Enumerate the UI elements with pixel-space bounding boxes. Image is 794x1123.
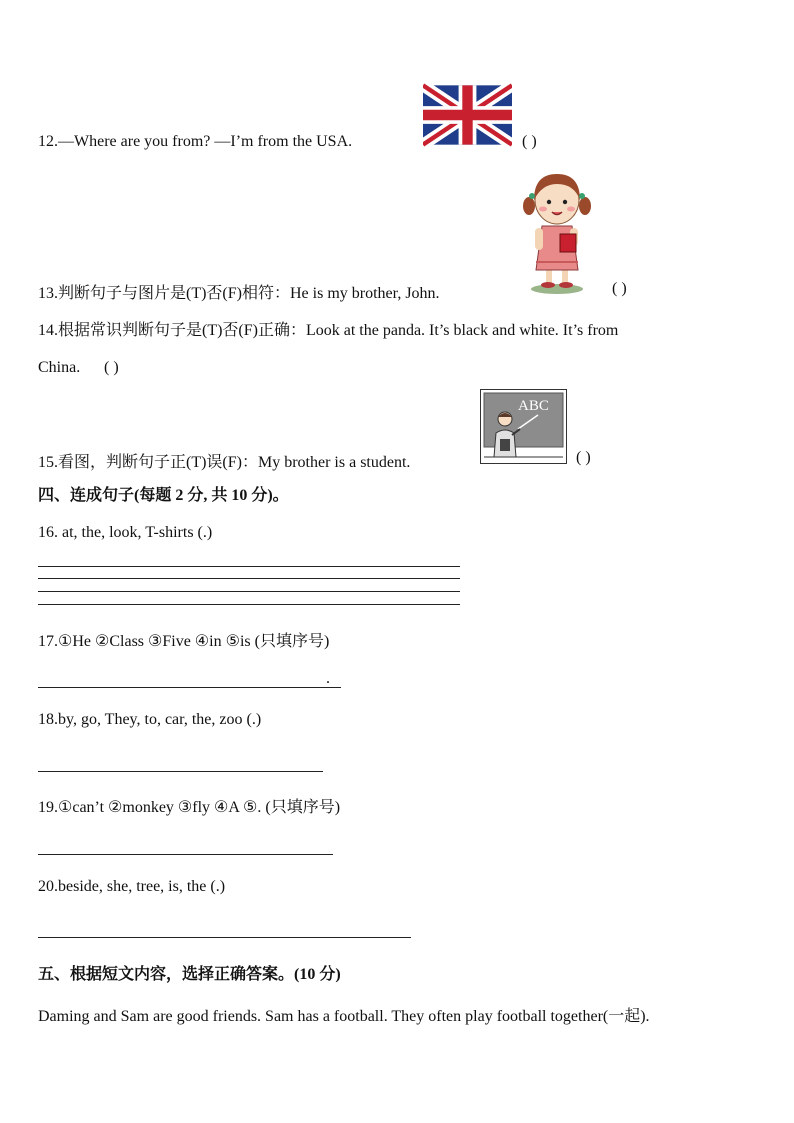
answer-line-16a[interactable]: [38, 566, 460, 567]
answer-line-16b[interactable]: [38, 578, 460, 579]
teacher-at-blackboard-image: [480, 389, 567, 464]
answer-line-20[interactable]: [38, 937, 411, 938]
question-20-text: 20.beside, she, tree, is, the (.): [38, 878, 226, 895]
answer-line-19[interactable]: [38, 854, 333, 855]
question-18-text: 18.by, go, They, to, car, the, zoo (.): [38, 711, 262, 728]
section-5-heading: 五、根据短文内容，选择正确答案。(10 分): [38, 966, 341, 983]
question-19-text: 19.①can’t ②monkey ③fly ④A ⑤. (只填序号): [38, 799, 341, 816]
answer-parenthesis-13[interactable]: ( ): [612, 280, 627, 297]
section-4-heading: 四、连成句子(每题 2 分, 共 10 分)。: [38, 487, 289, 504]
question-14-text-line2: China.: [38, 359, 81, 376]
answer-parenthesis-12[interactable]: ( ): [522, 133, 537, 150]
question-14-text-line1: 14.根据常识判断句子是(T)否(F)正确：Look at the panda. It’s black and white. It’s from: [38, 322, 619, 339]
answer-line-16d[interactable]: [38, 604, 460, 605]
question-12-text: 12.—Where are you from? —I’m from the USA.: [38, 133, 353, 150]
question-13-text: 13.判断句子与图片是(T)否(F)相符：He is my brother, John.: [38, 285, 440, 302]
question-17-text: 17.①He ②Class ③Five ④in ⑤is (只填序号): [38, 633, 330, 650]
answer-parenthesis-15[interactable]: ( ): [576, 449, 591, 466]
answer-line-17[interactable]: [38, 687, 341, 688]
blackboard-abc-text: ABC: [518, 398, 549, 414]
answer-17-period: .: [326, 670, 330, 687]
reading-passage: Daming and Sam are good friends. Sam has a football. They often play football together(一起).: [38, 1008, 650, 1025]
union-jack-flag-image: [423, 83, 512, 147]
question-15-text: 15.看图，判断句子正(T)误(F)：My brother is a student.: [38, 454, 411, 471]
answer-line-18[interactable]: [38, 771, 323, 772]
girl-holding-book-image: [512, 162, 602, 296]
answer-parenthesis-14[interactable]: ( ): [104, 359, 119, 376]
question-16-text: 16. at, the, look, T-shirts (.): [38, 524, 213, 541]
answer-line-16c[interactable]: [38, 591, 460, 592]
